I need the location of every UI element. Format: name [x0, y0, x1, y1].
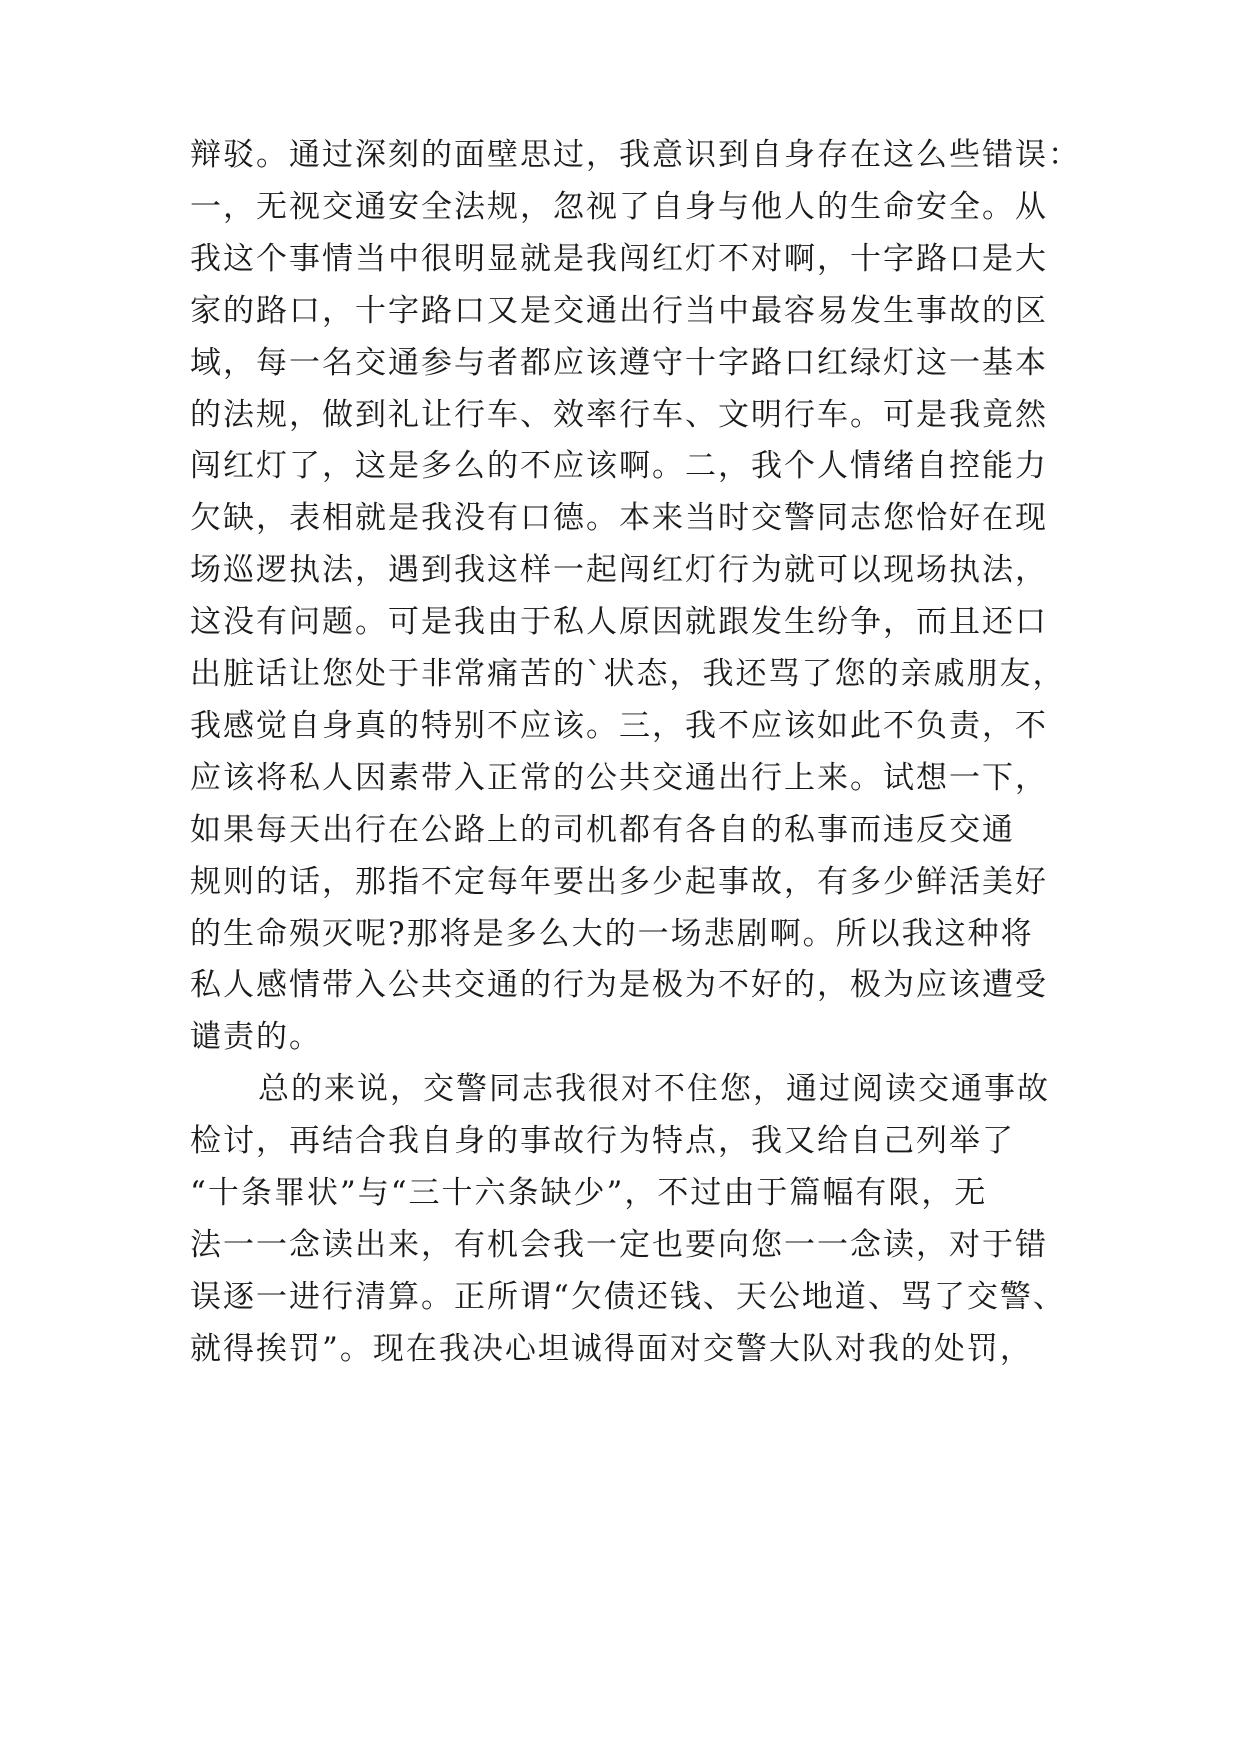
text-line: 的生命殒灭呢?那将是多么大的一场悲剧啊。所以我这种将 — [190, 915, 1034, 952]
text-line: 规则的话，那指不定每年要出多少起事故，有多少鲜活美好 — [190, 863, 1048, 900]
text-line: 检讨，再结合我自身的事故行为特点，我又给自己列举了 — [190, 1123, 1015, 1160]
text-line: 欠缺，表相就是我没有口德。本来当时交警同志您恰好在现 — [190, 500, 1048, 537]
text-line: 域，每一名交通参与者都应该遵守十字路口红绿灯这一基本 — [190, 344, 1048, 381]
text-line: 场巡逻执法，遇到我这样一起闯红灯行为就可以现场执法， — [190, 552, 1048, 589]
text-line: 私人感情带入公共交通的行为是极为不好的，极为应该遭受 — [190, 967, 1048, 1004]
text-line: 法一一念读出来，有机会我一定也要向您一一念读，对于错 — [190, 1226, 1048, 1263]
text-line: 我感觉自身真的特别不应该。三，我不应该如此不负责，不 — [190, 707, 1048, 744]
text-line: 的法规，做到礼让行车、效率行车、文明行车。可是我竟然 — [190, 396, 1048, 433]
paragraph-first-line: 总的来说，交警同志我很对不住您，通过阅读交通事故 — [258, 1071, 1050, 1108]
text-line: “十条罪状”与“三十六条缺少”，不过由于篇幅有限，无 — [190, 1175, 988, 1211]
text-line: 就得挨罚”。现在我决心坦诚得面对交警大队对我的处罚， — [190, 1330, 1033, 1367]
text-line: 如果每天出行在公路上的司机都有各自的私事而违反交通 — [190, 811, 1015, 848]
text-line: 应该将私人因素带入正常的公共交通出行上来。试想一下， — [190, 759, 1048, 796]
text-line: 一，无视交通安全法规，忽视了自身与他人的生命安全。从 — [190, 188, 1048, 225]
text-line: 家的路口，十字路口又是交通出行当中最容易发生事故的区 — [190, 292, 1048, 329]
text-line: 谴责的。 — [190, 1019, 322, 1056]
text-line: 辩驳。通过深刻的面壁思过，我意识到自身存在这么些错误： — [190, 137, 1081, 173]
text-line: 这没有问题。可是我由于私人原因就跟发生纷争，而且还口 — [190, 604, 1048, 641]
text-line: 闯红灯了，这是多么的不应该啊。二，我个人情绪自控能力 — [190, 448, 1048, 485]
text-line: 我这个事情当中很明显就是我闯红灯不对啊，十字路口是大 — [190, 240, 1048, 277]
text-line: 误逐一进行清算。正所谓“欠债还钱、天公地道、骂了交警、 — [190, 1278, 1066, 1315]
text-line: 出脏话让您处于非常痛苦的`状态，我还骂了您的亲戚朋友， — [190, 656, 1066, 692]
